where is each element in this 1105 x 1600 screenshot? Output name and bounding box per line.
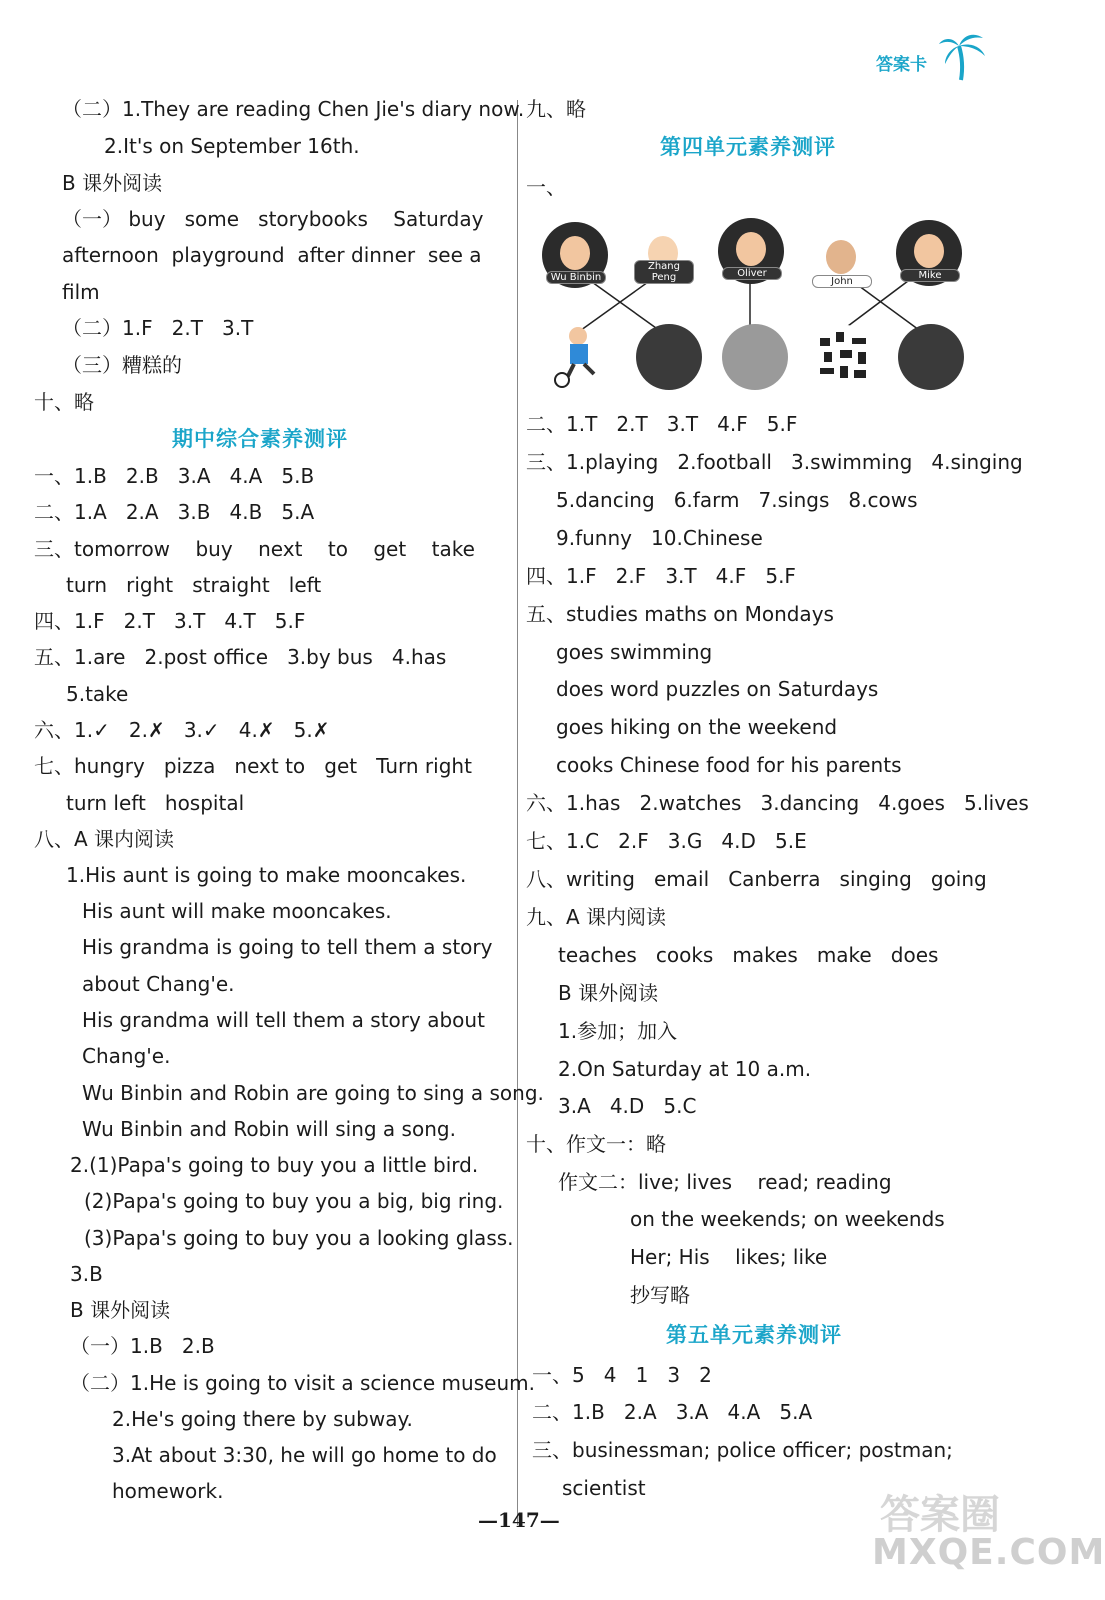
text-line: 十、作文一：略 xyxy=(526,1132,666,1156)
text-line: homework. xyxy=(112,1479,224,1503)
avatar-oliver: Oliver xyxy=(718,218,784,284)
hiking-photo xyxy=(898,324,964,390)
text-line: （一）1.B 2.B xyxy=(70,1334,215,1358)
text-line: 抄写略 xyxy=(630,1283,690,1307)
text-line: His grandma will tell them a story about xyxy=(82,1008,485,1032)
text-line: goes hiking on the weekend xyxy=(556,715,838,739)
text-line: 2.He's going there by subway. xyxy=(112,1407,413,1431)
text-line: Her; His likes; like xyxy=(630,1245,828,1269)
text-line: 3.At about 3:30, he will go home to do xyxy=(112,1443,497,1467)
text-line: turn left hospital xyxy=(66,791,245,815)
text-line: B 课外阅读 xyxy=(558,981,659,1005)
text-line: afternoon playground after dinner see a xyxy=(62,243,482,267)
text-line: 九、A 课内阅读 xyxy=(526,905,667,929)
text-line: 二、1.T 2.T 3.T 4.F 5.F xyxy=(526,412,798,436)
text-line: scientist xyxy=(562,1476,646,1500)
watermark-logo-text: 答案圈 xyxy=(880,1492,1000,1538)
text-line: 1.参加；加入 xyxy=(558,1019,678,1043)
text-line: goes swimming xyxy=(556,640,713,664)
text-line: 六、1.✓ 2.✗ 3.✓ 4.✗ 5.✗ xyxy=(34,718,330,742)
text-line: （二）1.F 2.T 3.T xyxy=(62,316,254,340)
text-line: B 课外阅读 xyxy=(70,1298,171,1322)
text-line: 2.On Saturday at 10 a.m. xyxy=(558,1057,812,1081)
avatar-wu-binbin: Wu Binbin xyxy=(542,222,608,288)
text-line: 3.B xyxy=(70,1262,103,1286)
text-line: His aunt will make mooncakes. xyxy=(82,899,392,923)
text-line: 二、1.B 2.A 3.A 4.A 5.A xyxy=(532,1400,813,1424)
text-line: 2.It's on September 16th. xyxy=(104,134,360,158)
text-line: cooks Chinese food for his parents xyxy=(556,753,902,777)
text-line: 5.take xyxy=(66,682,129,706)
page-number: —147— xyxy=(478,1508,560,1532)
text-line: 1.His aunt is going to make mooncakes. xyxy=(66,863,467,887)
text-line: 三、tomorrow buy next to get take xyxy=(34,537,475,561)
text-line: B 课外阅读 xyxy=(62,171,163,195)
text-line: 9.funny 10.Chinese xyxy=(556,526,763,550)
text-line: 作文二：live; lives read; reading xyxy=(558,1170,892,1194)
text-line: 七、hungry pizza next to get Turn right xyxy=(34,754,472,778)
text-line: about Chang'e. xyxy=(82,972,235,996)
text-line: does word puzzles on Saturdays xyxy=(556,677,879,701)
text-line: 六、1.has 2.watches 3.dancing 4.goes 5.lives xyxy=(526,791,1029,815)
text-line: turn right straight left xyxy=(66,573,322,597)
text-line: 2.(1)Papa's going to buy you a little bird. xyxy=(70,1153,479,1177)
text-line: 八、writing email Canberra singing going xyxy=(526,867,987,891)
text-line: 九、略 xyxy=(526,97,586,121)
answer-card-label: 答案卡 xyxy=(876,55,927,75)
text-line: （二）1.He is going to visit a science museum. xyxy=(70,1371,535,1395)
text-line: on the weekends; on weekends xyxy=(630,1207,945,1231)
section-title-unit4: 第四单元素养测评 xyxy=(660,135,836,159)
avatar-mike: Mike xyxy=(896,220,962,286)
avatar-zhang-peng: Zhang Peng xyxy=(630,222,696,288)
text-line: 三、businessman; police officer; postman; xyxy=(532,1438,953,1462)
swimming-photo xyxy=(636,324,702,390)
text-line: 一、 xyxy=(526,175,566,199)
word-puzzle-icon xyxy=(812,324,878,390)
football-icon xyxy=(548,322,614,388)
text-line: Wu Binbin and Robin are going to sing a song. xyxy=(82,1081,544,1105)
text-line: 二、1.A 2.A 3.B 4.B 5.A xyxy=(34,500,315,524)
text-line: 五、studies maths on Mondays xyxy=(526,602,834,626)
text-line: 5.dancing 6.farm 7.sings 8.cows xyxy=(556,488,918,512)
text-line: 七、1.C 2.F 3.G 4.D 5.E xyxy=(526,829,807,853)
column-divider xyxy=(517,100,518,1525)
text-line: teaches cooks makes make does xyxy=(558,943,939,967)
text-line: 三、1.playing 2.football 3.swimming 4.singing xyxy=(526,450,1023,474)
section-title-midterm: 期中综合素养测评 xyxy=(172,427,348,451)
text-line: （一） buy some storybooks Saturday xyxy=(62,207,484,231)
text-line: 四、1.F 2.T 3.T 4.T 5.F xyxy=(34,609,306,633)
palm-tree-icon xyxy=(935,28,990,83)
watermark-text: MXQE.COM xyxy=(872,1532,1105,1573)
text-line: His grandma is going to tell them a story xyxy=(82,935,493,959)
text-line: (2)Papa's going to buy you a big, big ring. xyxy=(84,1189,504,1213)
avatar-john: John xyxy=(808,226,874,292)
text-line: Wu Binbin and Robin will sing a song. xyxy=(82,1117,456,1141)
cooking-photo xyxy=(722,324,788,390)
text-line: (3)Papa's going to buy you a looking glass. xyxy=(84,1226,514,1250)
section-title-unit5: 第五单元素养测评 xyxy=(666,1323,842,1347)
text-line: （二）1.They are reading Chen Jie's diary now. xyxy=(62,97,525,121)
text-line: 五、1.are 2.post office 3.by bus 4.has xyxy=(34,645,447,669)
text-line: 一、1.B 2.B 3.A 4.A 5.B xyxy=(34,464,315,488)
text-line: 一、5 4 1 3 2 xyxy=(532,1363,712,1387)
text-line: （三）糟糕的 xyxy=(62,353,182,377)
text-line: Chang'e. xyxy=(82,1044,171,1068)
text-line: 四、1.F 2.F 3.T 4.F 5.F xyxy=(526,564,796,588)
text-line: 3.A 4.D 5.C xyxy=(558,1094,697,1118)
text-line: 十、略 xyxy=(34,390,94,414)
text-line: film xyxy=(62,280,100,304)
text-line: 八、A 课内阅读 xyxy=(34,827,175,851)
